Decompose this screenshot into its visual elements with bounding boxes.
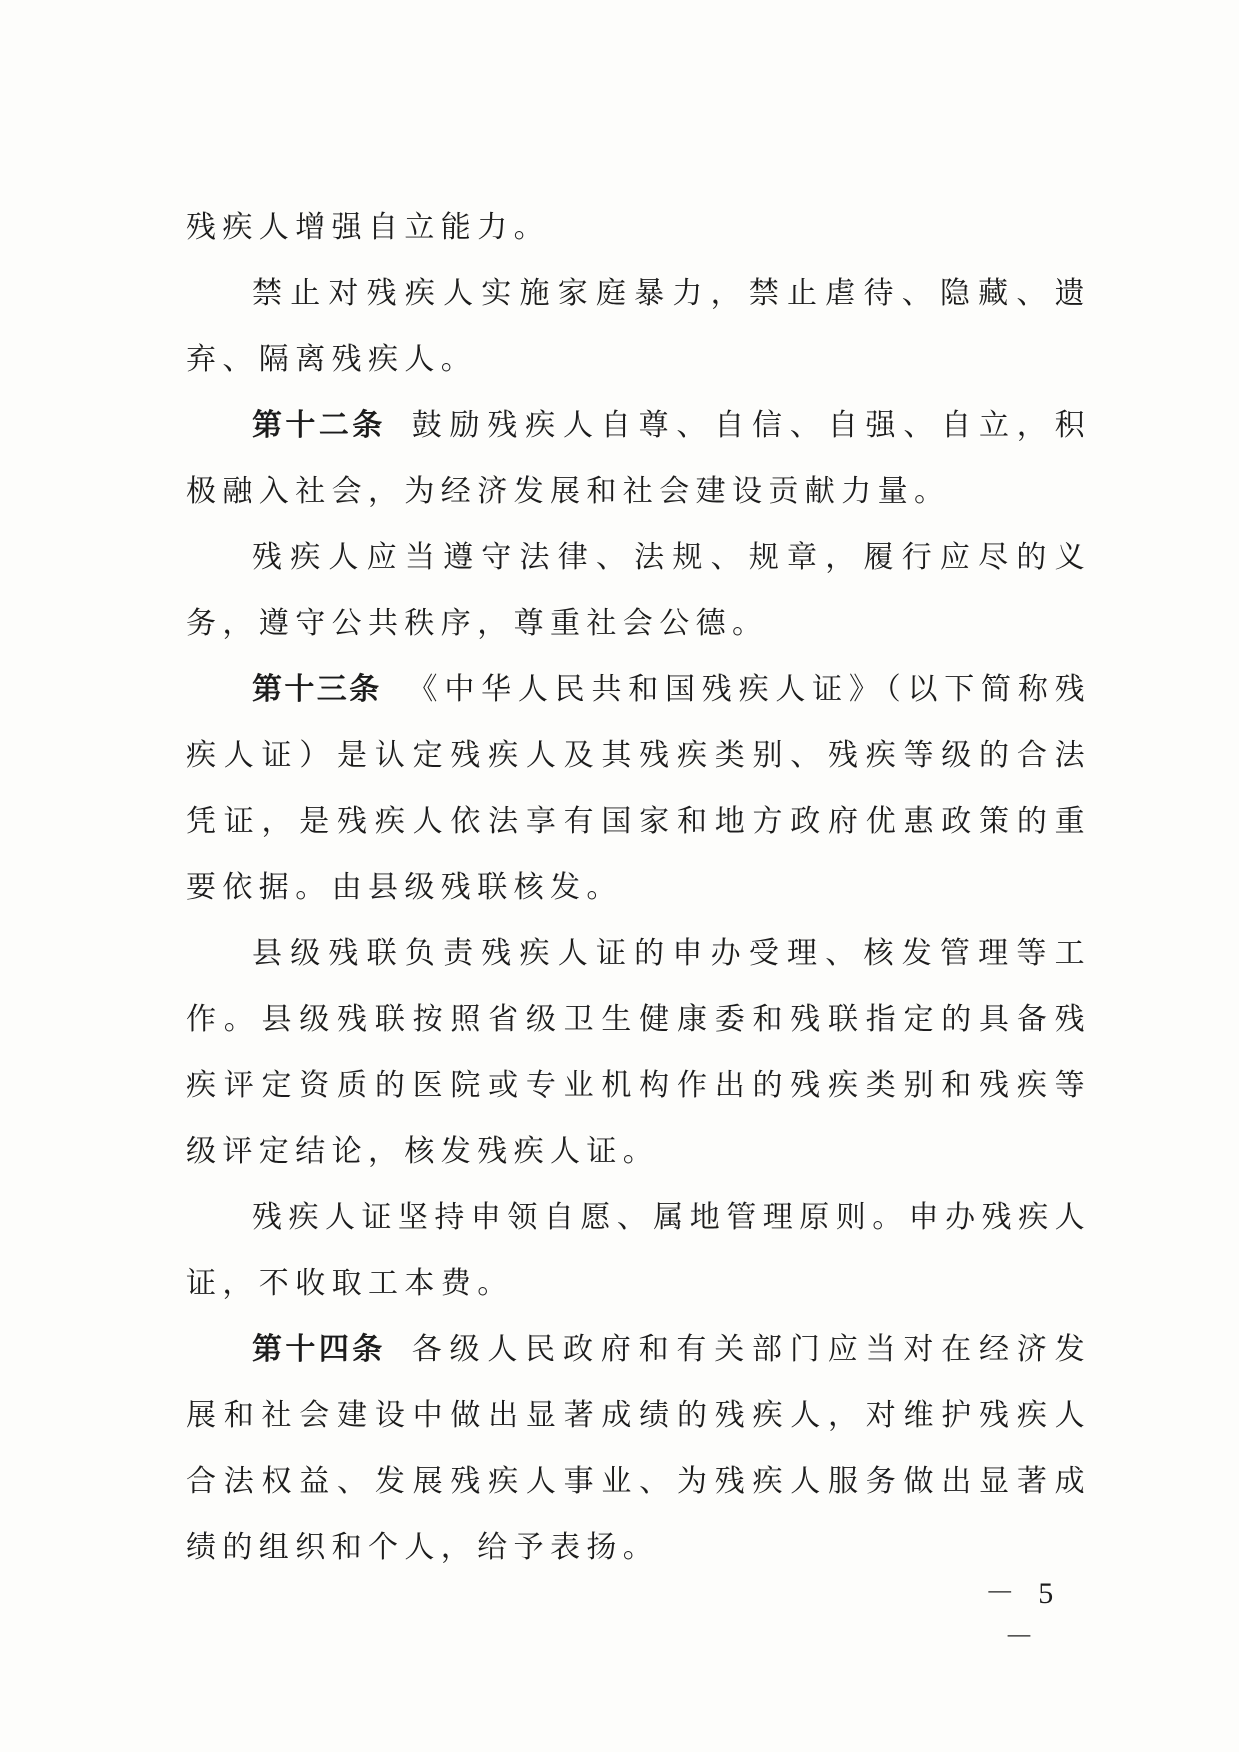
paragraph-certificate-issuance [186, 921, 1091, 1185]
article-heading: 第十四条 [252, 1332, 386, 1367]
paragraph-article-13 [186, 657, 1091, 921]
paragraph-article-12 [186, 393, 1091, 525]
document-body [186, 195, 1091, 1581]
paragraph-text: 残疾人增强自立能力。 [186, 210, 550, 245]
paragraph-text: 残疾人证坚持申领自愿、属地管理原则。申办残疾人证，不收取工本费。 [186, 1200, 1091, 1301]
page-number: － 5 － [984, 1577, 1062, 1654]
paragraph-obligations [186, 525, 1091, 657]
paragraph-certificate-principles [186, 1185, 1091, 1317]
article-heading: 第十二条 [252, 408, 386, 443]
paragraph-text: 禁止对残疾人实施家庭暴力，禁止虐待、隐藏、遗弃、隔离残疾人。 [186, 276, 1091, 377]
paragraph-text: 残疾人应当遵守法律、法规、规章，履行应尽的义务，遵守公共秩序，尊重社会公德。 [186, 540, 1091, 641]
paragraph-text: 县级残联负责残疾人证的申办受理、核发管理等工作。县级残联按照省级卫生健康委和残联指定的具备残疾评定资质的医院或专业机构作出的残疾类别和残疾等级评定结论，核发残疾人证。 [186, 936, 1091, 1169]
paragraph-article-14 [186, 1317, 1091, 1581]
paragraph-text: 鼓励残疾人自尊、自信、自强、自立，积极融入社会，为经济发展和社会建设贡献力量。 [186, 408, 1092, 509]
paragraph-continuation [186, 195, 1091, 261]
paragraph-text: 各级人民政府和有关部门应当对在经济发展和社会建设中做出显著成绩的残疾人，对维护残疾人合法权益、发展残疾人事业、为残疾人服务做出显著成绩的组织和个人，给予表扬。 [186, 1332, 1092, 1565]
article-heading: 第十三条 [252, 672, 382, 707]
paragraph-prohibition [186, 261, 1091, 393]
paragraph-text: 《中华人民共和国残疾人证》（以下简称残疾人证）是认定残疾人及其残疾类别、残疾等级的合法凭证，是残疾人依法享有国家和地方政府优惠政策的重要依据。由县级残联核发。 [186, 672, 1091, 905]
